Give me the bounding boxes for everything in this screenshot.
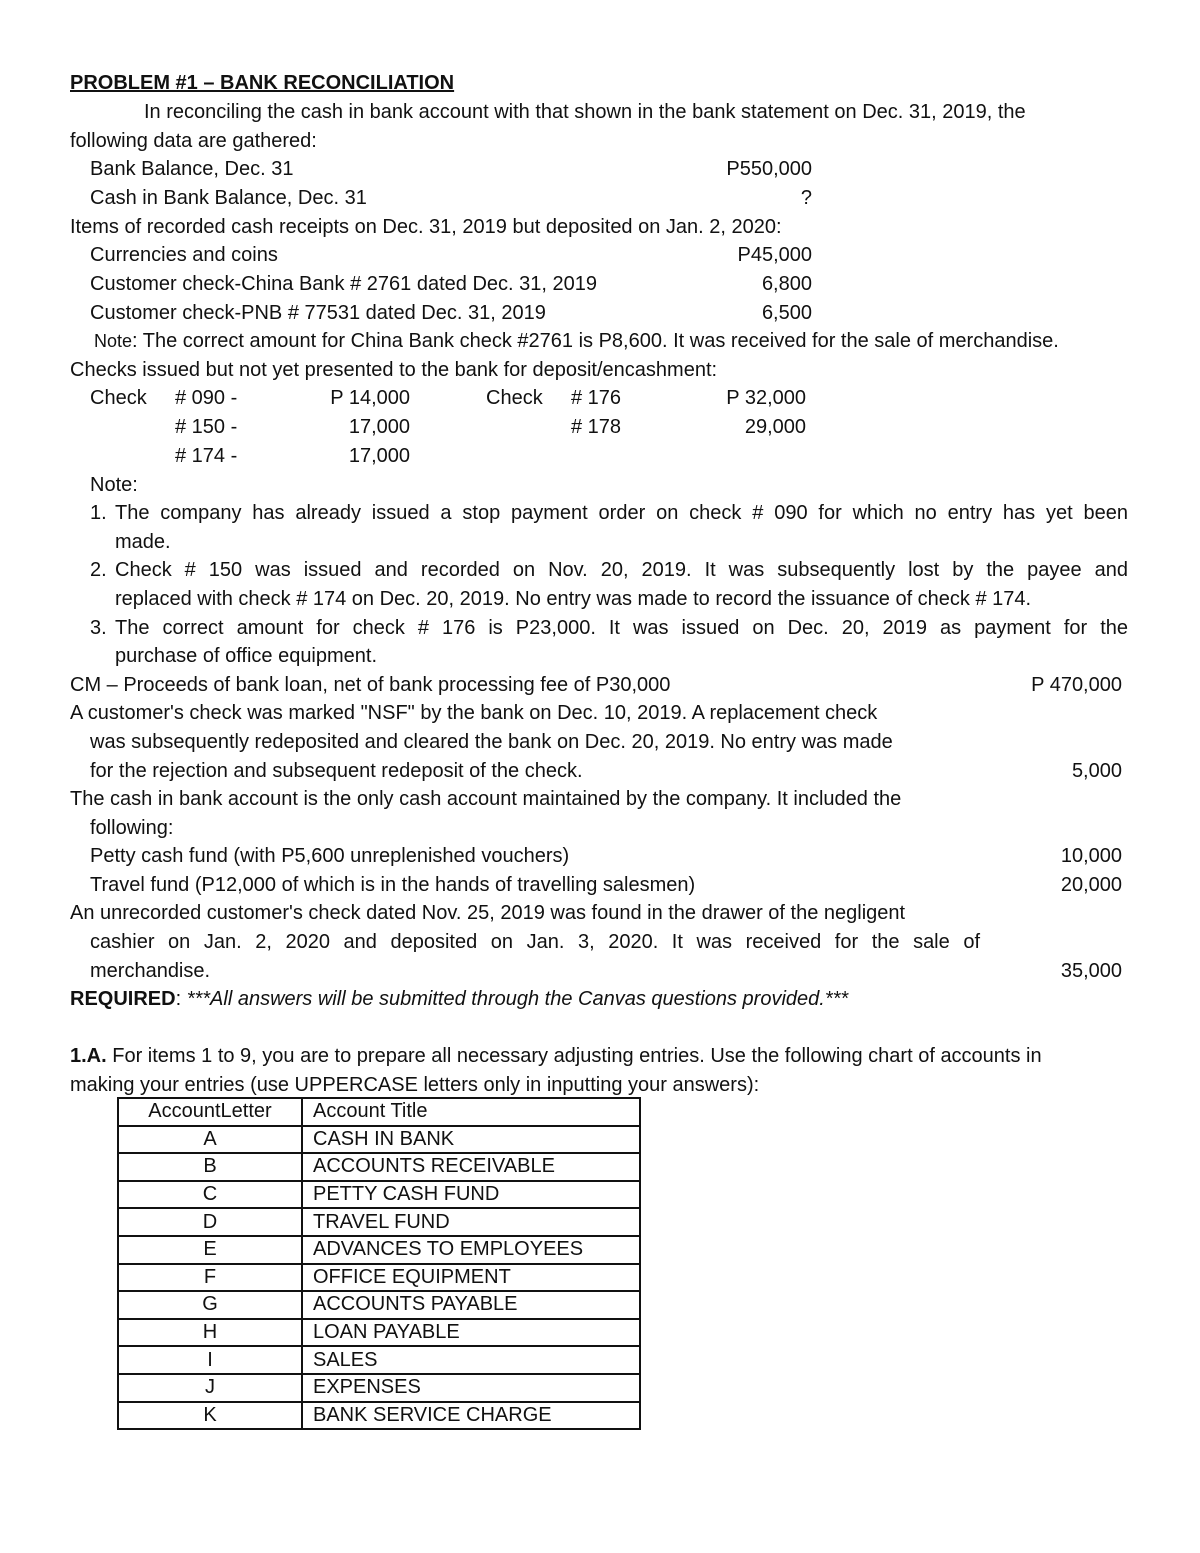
account-letter: B [118, 1153, 302, 1181]
check-amount: 17,000 [348, 445, 410, 467]
account-letter: K [118, 1402, 302, 1430]
check-number: # 176 [571, 387, 622, 409]
cm-label: CM – Proceeds of bank loan, net of bank processing fee of P30,000 [70, 674, 671, 696]
question-1a-label: 1.A. [70, 1045, 107, 1067]
note-line: purchase of office equipment. [115, 645, 378, 667]
receipts-note [94, 327, 1059, 356]
account-letter: E [118, 1236, 302, 1264]
intro-text-line-1: In reconciling the cash in bank account with that shown in the bank statement on Dec. 31, 2019, the [144, 101, 1026, 123]
balance-value: P550,000 [726, 158, 812, 180]
note-line: Check # 150 was issued and recorded on Nov. 20, 2019. It was subsequently lost by the payee and [115, 559, 1128, 581]
account-letter: H [118, 1319, 302, 1347]
check-word: Check [486, 387, 543, 409]
table-row [118, 1181, 640, 1209]
cash-account-line-1: The cash in bank account is the only cash account maintained by the company. It included the [70, 788, 902, 810]
nsf-line-2: was subsequently redeposited and cleared the bank on Dec. 20, 2019. No entry was made [90, 731, 893, 753]
header-account-letter: AccountLetter [118, 1098, 302, 1126]
table-row [118, 1291, 640, 1319]
check-word: Check [90, 387, 147, 409]
account-title: ACCOUNTS RECEIVABLE [302, 1153, 640, 1181]
receipt-label: Customer check-China Bank # 2761 dated Dec. 31, 2019 [90, 273, 597, 295]
intro-text-line-2: following data are gathered: [70, 130, 317, 152]
table-row [118, 1153, 640, 1181]
check-amount: P 14,000 [330, 387, 410, 409]
account-title: SALES [302, 1346, 640, 1374]
header-account-title: Account Title [302, 1098, 640, 1126]
required-colon: : [175, 988, 182, 1010]
unrecorded-line-2: cashier on Jan. 2, 2020 and deposited on Jan. 3, 2020. It was received for the sale of [90, 931, 980, 953]
question-1a-line-2: making your entries (use UPPERCASE letters only in inputting your answers): [70, 1074, 760, 1096]
account-title: TRAVEL FUND [302, 1208, 640, 1236]
fund-label: Petty cash fund (with P5,600 unreplenished vouchers) [90, 845, 570, 867]
note-number: 2. [90, 559, 107, 581]
nsf-line-3: for the rejection and subsequent redeposit of the check. [90, 760, 583, 782]
table-row [118, 1319, 640, 1347]
account-title: OFFICE EQUIPMENT [302, 1264, 640, 1292]
note-number: 1. [90, 502, 107, 524]
receipt-value: P45,000 [737, 244, 812, 266]
account-title: ACCOUNTS PAYABLE [302, 1291, 640, 1319]
check-amount: 29,000 [744, 416, 806, 438]
unrecorded-value: 35,000 [1060, 960, 1122, 982]
account-letter: D [118, 1208, 302, 1236]
account-letter: G [118, 1291, 302, 1319]
check-number: # 090 - [175, 387, 238, 409]
account-title: EXPENSES [302, 1374, 640, 1402]
chart-of-accounts-table [117, 1097, 641, 1430]
balance-label: Bank Balance, Dec. 31 [90, 158, 294, 180]
table-header-row [118, 1098, 640, 1126]
check-number: # 178 [571, 416, 622, 438]
check-number: # 150 - [175, 416, 238, 438]
receipt-label: Customer check-PNB # 77531 dated Dec. 31, 2019 [90, 302, 546, 324]
cm-value: P 470,000 [1031, 674, 1122, 696]
account-letter: F [118, 1264, 302, 1292]
note-line: replaced with check # 174 on Dec. 20, 2019. No entry was made to record the issuance of check # 174. [115, 588, 1032, 610]
account-letter: A [118, 1126, 302, 1154]
checks-heading: Checks issued but not yet presented to the bank for deposit/encashment: [70, 359, 718, 381]
note-line: The correct amount for check # 176 is P23,000. It was issued on Dec. 20, 2019 as payment for the [115, 617, 1128, 639]
account-letter: J [118, 1374, 302, 1402]
question-1a-text: For items 1 to 9, you are to prepare all necessary adjusting entries. Use the following chart of accounts in [106, 1045, 1042, 1067]
unrecorded-line-3: merchandise. [90, 960, 211, 982]
table-row [118, 1374, 640, 1402]
nsf-value: 5,000 [1071, 760, 1122, 782]
account-letter: C [118, 1181, 302, 1209]
balance-label: Cash in Bank Balance, Dec. 31 [90, 187, 367, 209]
note-prefix: Note [94, 331, 133, 351]
note-line: The company has already issued a stop payment order on check # 090 for which no entry has yet been [115, 502, 1128, 524]
account-title: CASH IN BANK [302, 1126, 640, 1154]
problem-title: PROBLEM #1 – BANK RECONCILIATION [70, 72, 455, 94]
balance-value: ? [800, 187, 812, 209]
check-amount: 17,000 [348, 416, 410, 438]
table-row [118, 1208, 640, 1236]
receipt-value: 6,800 [761, 273, 812, 295]
account-title: BANK SERVICE CHARGE [302, 1402, 640, 1430]
note-number: 3. [90, 617, 107, 639]
receipt-label: Currencies and coins [90, 244, 278, 266]
cash-account-line-2: following: [90, 817, 174, 839]
check-amount: P 32,000 [726, 387, 806, 409]
note-text: : The correct amount for China Bank check #2761 is P8,600. It was received for the sale of merchandise. [132, 330, 1059, 352]
account-title: ADVANCES TO EMPLOYEES [302, 1236, 640, 1264]
receipt-value: 6,500 [761, 302, 812, 324]
required-text: ***All answers will be submitted through the Canvas questions provided.*** [181, 988, 849, 1010]
fund-value: 20,000 [1060, 874, 1122, 896]
question-1a-line-1 [70, 1042, 1042, 1071]
nsf-line-1: A customer's check was marked "NSF" by the bank on Dec. 10, 2019. A replacement check [70, 702, 878, 724]
required-line [70, 985, 848, 1014]
note-line: made. [115, 531, 171, 553]
receipts-heading: Items of recorded cash receipts on Dec. 31, 2019 but deposited on Jan. 2, 2020: [70, 216, 782, 238]
fund-label: Travel fund (P12,000 of which is in the hands of travelling salesmen) [90, 874, 696, 896]
account-title: PETTY CASH FUND [302, 1181, 640, 1209]
table-row [118, 1346, 640, 1374]
account-title: LOAN PAYABLE [302, 1319, 640, 1347]
check-number: # 174 - [175, 445, 238, 467]
table-row [118, 1402, 640, 1430]
table-row [118, 1126, 640, 1154]
account-letter: I [118, 1346, 302, 1374]
table-row [118, 1236, 640, 1264]
fund-value: 10,000 [1060, 845, 1122, 867]
unrecorded-line-1: An unrecorded customer's check dated Nov. 25, 2019 was found in the drawer of the negligent [70, 902, 906, 924]
note-heading: Note: [90, 474, 138, 496]
required-label: REQUIRED [70, 988, 176, 1010]
table-row [118, 1264, 640, 1292]
